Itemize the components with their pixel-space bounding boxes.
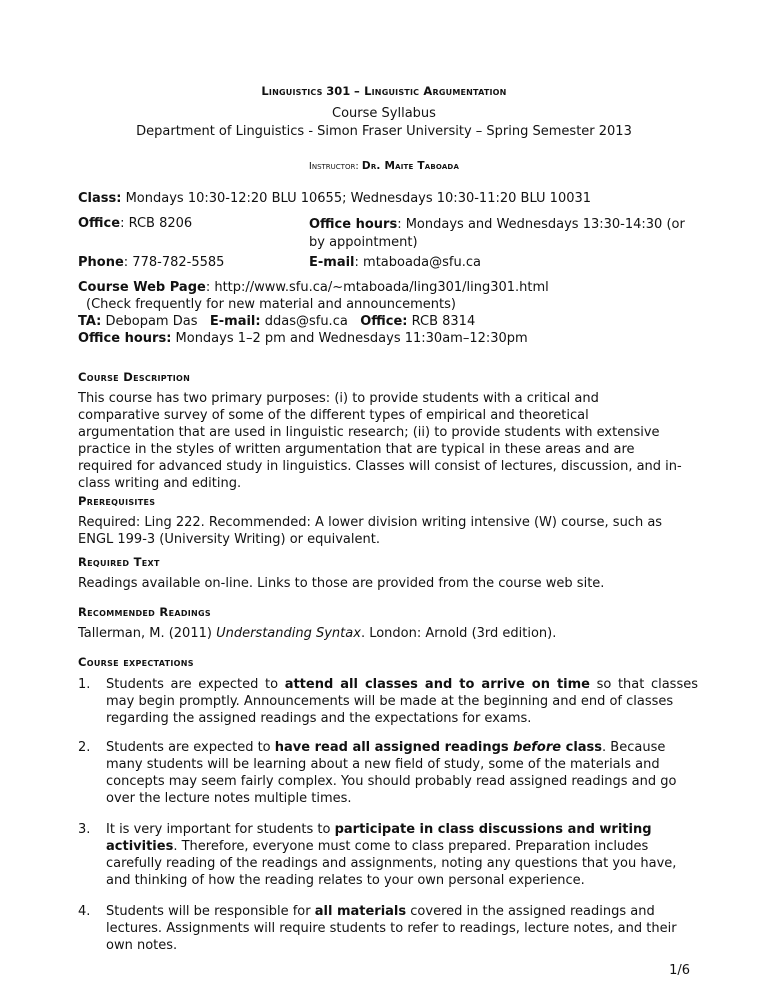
prereq-line: Required: Ling 222. Recommended: A lower division writing intensive (W) course, such as xyxy=(78,515,663,530)
item-bold: have read all assigned readings xyxy=(274,740,514,755)
item-text: Students are expected to xyxy=(106,740,275,755)
phone-line xyxy=(78,255,224,270)
email-value: : mtaboada@sfu.ca xyxy=(354,255,481,270)
item-text: Students will be responsible for xyxy=(106,904,315,919)
item-number: 4. xyxy=(78,904,91,919)
item-bold: class xyxy=(561,740,603,755)
ta-hours: Mondays 1–2 pm and Wednesdays 11:30am–12:30pm xyxy=(171,331,528,346)
required-text-heading: Required Text xyxy=(78,555,160,569)
description-heading: Course Description xyxy=(78,370,191,384)
page-number: 1/6 xyxy=(669,963,690,978)
expectations-heading: Course expectations xyxy=(78,655,194,669)
course-title xyxy=(0,84,768,98)
instructor-name: Dr. Maite Taboada xyxy=(361,160,460,172)
department-line: Department of Linguistics - Simon Fraser University – Spring Semester 2013 xyxy=(136,124,632,139)
item-line: concepts may seem fairly complex. You should probably read assigned readings and go xyxy=(106,774,677,789)
item-line: and thinking of how the reading relates to your own personal experience. xyxy=(106,873,585,888)
email-line xyxy=(309,255,481,270)
office-line xyxy=(78,216,192,231)
ta-label: TA: xyxy=(78,314,102,329)
item-line: many students will be learning about a new field of study, some of the materials and xyxy=(106,757,660,772)
ta-office-label: Office: xyxy=(360,314,408,329)
item-text: so that classes xyxy=(590,677,699,692)
item-line: regarding the assigned readings and the expectations for exams. xyxy=(106,711,532,726)
subtitle: Course Syllabus xyxy=(332,106,436,121)
web-link[interactable]: : http://www.sfu.ca/~mtaboada/ling301/ling301.html xyxy=(205,280,549,295)
office-hours-value-cont: by appointment) xyxy=(309,235,418,250)
ta-name: Debopam Das xyxy=(101,314,210,329)
item-line: may begin promptly. Announcements will be made at the beginning and end of classes xyxy=(106,694,674,709)
prereq-line: ENGL 199-3 (University Writing) or equivalent. xyxy=(78,532,380,547)
ta-hours-label: Office hours: xyxy=(78,331,172,346)
description-line: argumentation that are used in linguistic research; (ii) to provide students with extensive xyxy=(78,425,660,440)
item-number: 3. xyxy=(78,822,91,837)
course-number: 301 xyxy=(326,84,351,98)
description-line: required for advanced study in linguistics. Classes will consist of lectures, discussion, and in- xyxy=(78,459,682,474)
web-note: (Check frequently for new material and announcements) xyxy=(86,297,456,312)
instructor-line xyxy=(0,160,768,172)
description-line: class writing and editing. xyxy=(78,476,242,491)
required-text-line: Readings available on-line. Links to those are provided from the course web site. xyxy=(78,576,605,591)
item-bold: attend all classes and to arrive on time xyxy=(284,677,590,692)
description-line: This course has two primary purposes: (i) to provide students with a critical and xyxy=(78,391,599,406)
item-line: over the lecture notes multiple times. xyxy=(106,791,352,806)
reading-title: Understanding Syntax xyxy=(216,626,361,641)
office-hours-value: : Mondays and Wednesdays 13:30-14:30 (or xyxy=(397,217,685,232)
web-label: Course Web Page xyxy=(78,280,206,295)
item-text: Students are expected to xyxy=(106,677,285,692)
description-text xyxy=(78,390,690,492)
expectation-item-2 xyxy=(78,739,698,807)
ta-email: ddas@sfu.ca xyxy=(260,314,361,329)
office-label: Office xyxy=(78,216,121,231)
prereq-text xyxy=(78,514,690,548)
phone-label: Phone xyxy=(78,255,124,270)
instructor-label: Instructor: xyxy=(308,161,359,172)
class-line xyxy=(78,191,591,206)
recommended-readings-heading: Recommended Readings xyxy=(78,605,211,619)
class-label: Class: xyxy=(78,191,122,206)
office-value: : RCB 8206 xyxy=(120,216,193,231)
email-label: E-mail xyxy=(309,255,355,270)
item-line: carefully reading of the readings and assignments, noting any questions that you have, xyxy=(106,856,677,871)
office-hours-label: Office hours xyxy=(309,217,398,232)
item-line: lectures. Assignments will require students to refer to readings, lecture notes, and their xyxy=(106,921,677,936)
course-title-suffix: – Linguistic Argumentation xyxy=(353,84,507,98)
item-bold: participate in class discussions and writing xyxy=(334,822,652,837)
item-text: It is very important for students to xyxy=(106,822,335,837)
office-hours xyxy=(309,216,709,252)
item-text: . Therefore, everyone must come to class prepared. Preparation includes xyxy=(173,839,649,854)
expectation-item-1 xyxy=(78,676,698,727)
item-line: own notes. xyxy=(106,938,178,953)
ta-email-label: E-mail: xyxy=(209,314,261,329)
course-title-prefix: Linguistics xyxy=(261,84,323,98)
ta-office: RCB 8314 xyxy=(407,314,476,329)
item-number: 1. xyxy=(78,677,91,692)
item-bold: activities xyxy=(106,839,174,854)
reading-rest: . London: Arnold (3rd edition). xyxy=(360,626,557,641)
reading-author: Tallerman, M. (2011) xyxy=(78,626,217,641)
item-text: . Because xyxy=(602,740,666,755)
class-value: Mondays 10:30-12:20 BLU 10655; Wednesdays 10:30-11:20 BLU 10031 xyxy=(125,191,592,206)
expectation-item-4 xyxy=(78,903,698,954)
item-text: covered in the assigned readings and xyxy=(406,904,655,919)
recommended-reading xyxy=(78,626,556,641)
expectation-item-3 xyxy=(78,821,698,889)
description-line: practice in the styles of written argumentation that are typical in these areas and are xyxy=(78,442,635,457)
web-block xyxy=(78,279,549,347)
prereq-heading: Prerequisites xyxy=(78,494,156,508)
phone-value: : 778-782-5585 xyxy=(123,255,225,270)
item-bold: all materials xyxy=(314,904,407,919)
item-number: 2. xyxy=(78,740,91,755)
description-line: comparative survey of some of the different types of empirical and theoretical xyxy=(78,408,589,423)
item-bold-italic: before xyxy=(513,740,562,755)
